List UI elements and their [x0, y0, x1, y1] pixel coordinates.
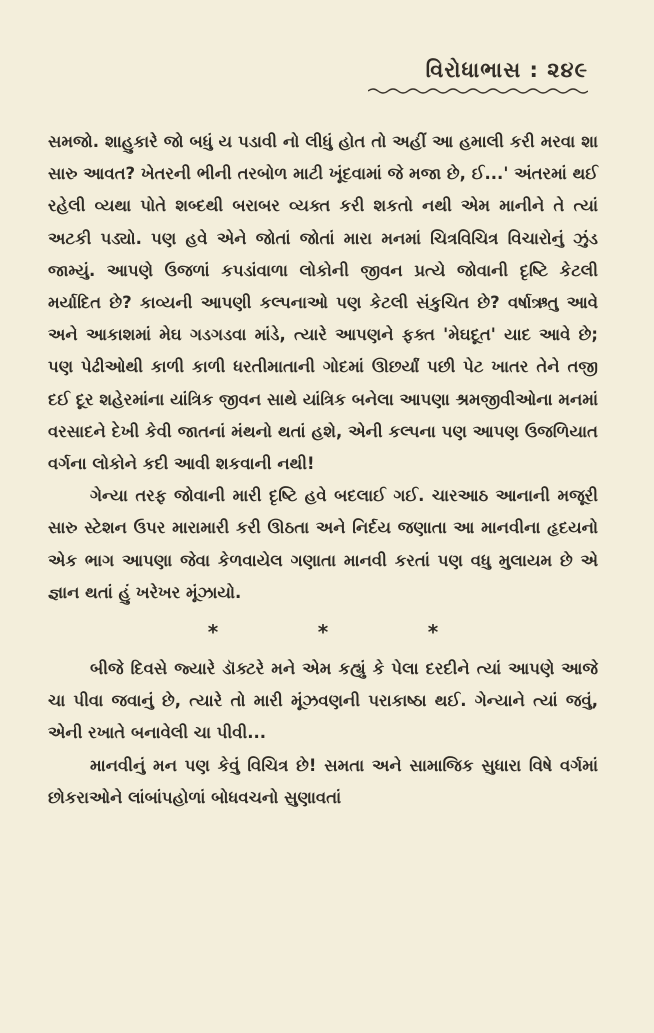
separator-star: * [317, 620, 329, 645]
paragraph-2: ગેન્યા તરફ જોવાની મારી દૃષ્ટિ હવે બદલાઈ ગઈ. ચારઆઠ આનાની મજૂરી સારુ સ્ટેશન ઉપર મારામારી કરી ઊઠતા અને નિર્દય જણાતા આ માનવીના હૃદયનો એક ભાગ આપણા જેવા કેળવાયેલ ગણાતા માનવી કરતાં પણ વધુ મુલાયમ છે એ જ્ઞાન થતાં હું ખરેખર મૂંઝાયો. [48, 486, 598, 602]
separator-star: * [427, 620, 439, 645]
body-text [48, 126, 598, 814]
paragraph-4: માનવીનું મન પણ કેવું વિચિત્ર છે! સમતા અને સામાજિક સુધારા વિષે વર્ગમાં છોકરાઓને લાંબાંપહોળાં બોધવચનો સુણાવતાં [48, 755, 598, 807]
separator-star: * [207, 620, 219, 645]
section-separator [158, 619, 488, 645]
paragraph-1: સમજો. શાહુકારે જો બધું ય પડાવી નો લીધું હોત તો અહીં આ હમાલી કરી મરવા શા સારુ આવત? ખેતરની ભીની તરબોળ માટી ખૂંદવામાં જે મજા છે, ઈ...' અંતરમાં થઈ રહેલી વ્યથા પોતે શબ્દથી બરાબર વ્યક્ત કરી શકતો નથી એમ માનીને તે ત્યાં અટકી પડ્યો. પણ હવે એને જોતાં જોતાં મારા મનમાં ચિત્રવિચિત્ર વિચારોનું ઝુંડ જામ્યું. આપણે ઉજળાં કપડાંવાળા લોકોની જીવન પ્રત્યે જોવાની દૃષ્ટિ કેટલી મર્યાદિત છે? કાવ્યની આપણી કલ્પનાઓ પણ કેટલી સંકુચિત છે? વર્ષાઋતુ આવે અને આકાશમાં મેઘ ગડગડવા માંડે, ત્યારે આપણને ફક્ત 'મેઘદૂત' યાદ આવે છે; પણ પેઢીઓથી કાળી કાળી ધરતીમાતાની ગોદમાં ઊછર્યાં પછી પેટ ખાતર તેને તજી દઈ દૂર શહેરમાંના યાંત્રિક જીવન સાથે યાંત્રિક બનેલા આપણા શ્રમજીવીઓના મનમાં વરસાદને દેખી કેવી જાતનાં મંથનો થતાં હશે, એની કલ્પના પણ આપણ ઉજળિયાત વર્ગના લોકોને કદી આવી શકવાની નથી! [48, 132, 598, 474]
running-head-with-page-number: વિરોધાભાસ : ૨૪૯ [425, 58, 588, 82]
page-header [368, 58, 588, 95]
wavy-underline [368, 87, 588, 95]
paragraph-3: બીજે દિવસે જ્યારે ડૉક્ટરે મને એમ કહ્યું કે પેલા દરદીને ત્યાં આપણે આજે ચા પીવા જવાનું છે, ત્યારે તો મારી મૂંઝવણની પરાકાષ્ઠા થઈ. ગેન્યાને ત્યાં જવું, એની રખાતે બનાવેલી ચા પીવી... [48, 659, 598, 743]
